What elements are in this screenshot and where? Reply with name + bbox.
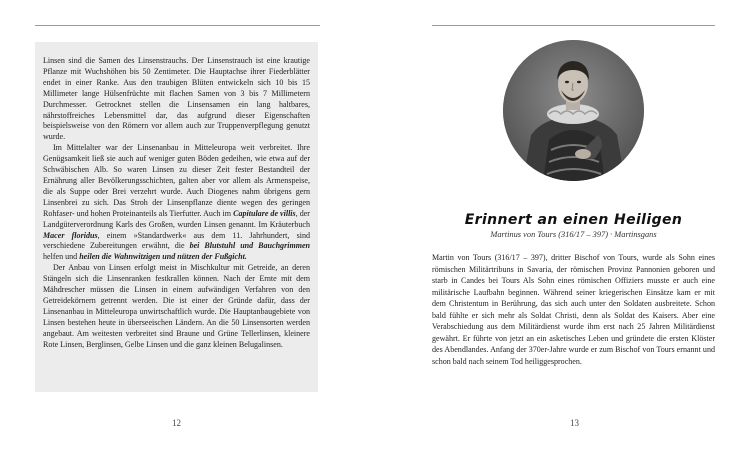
left-paragraph-2	[43, 143, 310, 263]
section-subheading: Martinus von Tours (316/17 – 397) · Martinsgans	[490, 230, 657, 239]
right-header-rule	[432, 25, 715, 26]
left-paragraph-3: Der Anbau von Linsen erfolgt meist in Mischkultur mit Getreide, an deren Stängeln sich die Linsenranken festkrallen können. Nach der Ernte mit dem Mähdrescher müssen die Linsen in einem aufwändigen Verfahren von den Getreidekörnern getrennt werden. Die ist einer der Gründe dafür, dass der Linsenanbau in Mitteleuropa unwirtschaftlich wurde. Die Hauptanbaugebiete von Linsen bestehen heute in überseeischen Ländern. An die 50 Linsensorten werden angebaut. Am weitesten verbreitet sind Braune und Grüne Tellerlinsen, kleinere Rote Linsen, Berglinsen, Gelbe Linsen und die ganz kleinen Belugalinsen.	[43, 263, 310, 349]
left-page-number: 12	[172, 418, 181, 428]
section-heading: Erinnert an einen Heiligen	[464, 212, 683, 228]
p2-emph-blutstuhl: bei Blutstuhl und Bauchgrimmen	[189, 241, 311, 251]
p2-emph-wahnwitzigen: heilen die Wahnwitzigen und nützen der Fußgicht.	[79, 252, 247, 262]
portrait-illustration	[503, 40, 644, 181]
p2-text-a: Im Mittelalter war der Linsenanbau in Mitteleuropa weit verbreitet. Ihre Genügsamkeit ließ sie auch auf weniger guten Böden gedeihen, wie etwa auf der Schwäbischen Alb. So waren Linsen zu dieser Zeit fester Bestandteil der Ernährung aller Bevölkerungsschichten, galten aber vor allem als Armenspeise, die als Suppe oder Brei verzehrt wurde. Auch Diogenes nahm übrigens gern Linsenbrei zu sich. Das Stroh der Linsenpflanze diente wegen des geringen Rohfaser- und hohen Proteinanteils als Tierfutter. Auch im	[43, 143, 310, 218]
p2-text-e: , einem »Standardwerk« aus dem 11. Jahrhundert, sind verschiedene Zubereitungen erwähnt, die	[43, 230, 310, 251]
left-paragraph-1: Linsen sind die Samen des Linsenstrauchs. Der Linsenstrauch ist eine krautige Pflanze mit Wuchshöhen bis 50 Zentimeter. Die Hauptachse ihrer Fiederblätter endet in einer Ranke. Aus den traubigen Blüten entwickeln sich 10 bis 15 Millimeter lange Hülsenfrüchte mit flachen Samen von 3 bis 7 Millimetern Durchmesser. Getrocknet stellen die Linsensamen ein lang haltbares, nährstoffreiches Lebensmittel dar, das aufgrund dieser Eigenschaften beispielsweise von den Römern vor allem auch zur Truppenverpflegung genutzt wurde.	[43, 56, 310, 142]
p2-text-c: , der Landgüterverordnung Karls des Großen, wurden Linsen genannt. Im Kräuterbuch	[43, 208, 310, 229]
left-header-rule	[35, 25, 320, 26]
right-text-block	[432, 252, 715, 367]
left-text-box	[35, 42, 318, 392]
right-paragraph: Martin von Tours (316/17 – 397), dritter Bischof von Tours, wurde als Sohn eines römischen Militärtribuns in Savaria, der römischen Provinz Pannonien geboren und starb in Candes bei Tours Als Sohn eines römischen Offiziers musste er auch eine militärische Laufbahn beginnen. Während seiner kriegerischen Einsätze kam er mit dem Christentum in Berührung, das sich auch unter den Soldaten ausbreitete. Schon bald fühlte er sich mehr als Soldat Christi, denn als Soldat des Kaisers. Aber eine Verabschiedung aus dem Militärdienst wurde ihm erst nach 25 Jahren Militärdienst gewährt. Er führte von jetzt an ein asketisches Leben und gründete die ersten Klöster des Abendlandes. Anfang der 370er-Jahre wurde er zum Bischof von Tours ernannt und schon bald nach seinem Tod heiliggesprochen.	[432, 253, 715, 366]
right-page-number: 13	[570, 418, 579, 428]
saint-portrait-image	[503, 40, 644, 181]
p2-text-g: helfen und	[43, 252, 80, 262]
p2-emph-macer: Macer floridus	[43, 230, 98, 240]
p2-emph-capitulare: Capitulare de villis	[233, 208, 296, 218]
